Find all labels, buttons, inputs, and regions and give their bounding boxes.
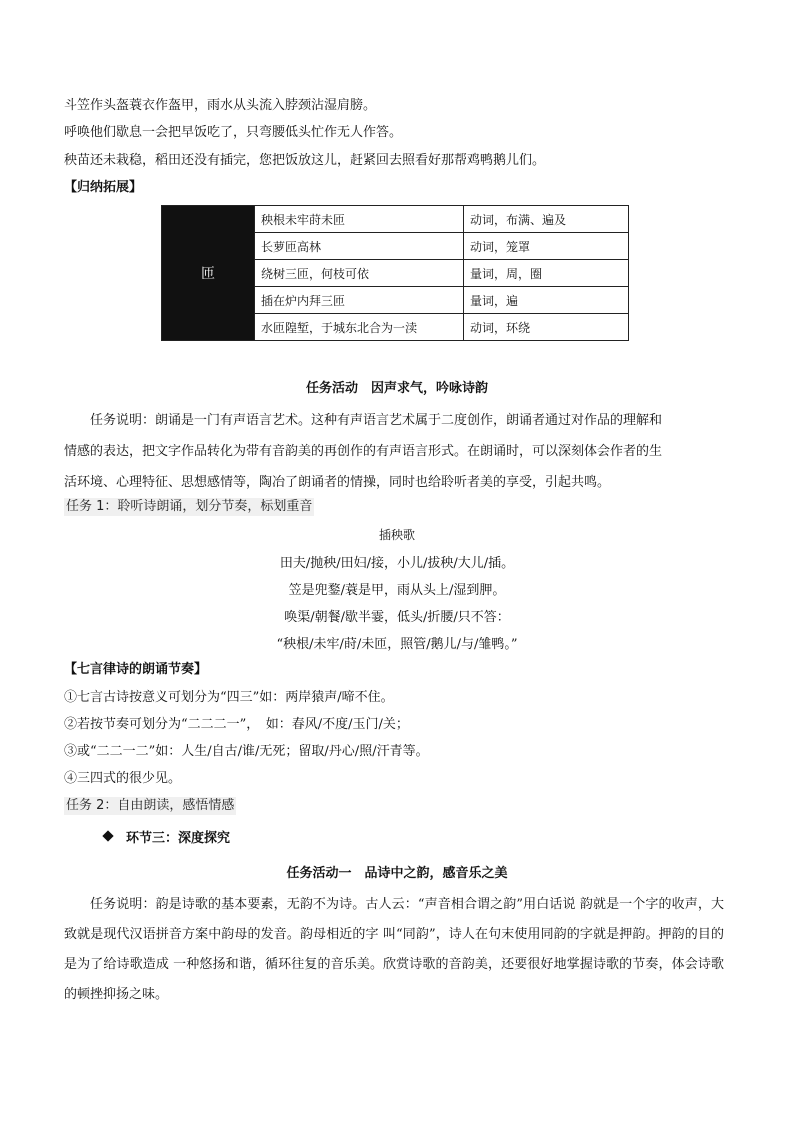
task-2-label: 任务 2：自由朗读，感悟情感 — [66, 798, 235, 813]
section-heading-guina: 【归纳拓展】 — [64, 180, 143, 195]
section-heading-link3 — [104, 830, 230, 848]
poem-line: 唤渠/朝餐/歇半霎，低头/折腰/只不答： — [284, 610, 510, 625]
poem-title: 插秧歌 — [378, 528, 415, 542]
meaning-cell: 量词，遍 — [464, 287, 629, 314]
intro-line: 斗笠作头盔蓑衣作盔甲，雨水从头流入脖颈沾湿肩膀。 — [64, 98, 377, 113]
example-cell: 长萝匝高林 — [255, 233, 464, 260]
activity-title: 任务活动一 品诗中之韵，感音乐之美 — [286, 866, 508, 881]
example-cell: 秧根未牢莳未匝 — [255, 206, 464, 233]
activity-title: 任务活动 因声求气，吟咏诗韵 — [305, 381, 488, 396]
activity-description-line: 活环境、心理特征、思想感情等，陶冶了朗诵者的情操，同时也给聆听者美的享受，引起共鸣。 — [64, 475, 611, 490]
meaning-cell: 量词，周，圈 — [464, 260, 629, 287]
meaning-cell: 动词，笼罩 — [464, 233, 629, 260]
example-cell: 插在炉内拜三匝 — [255, 287, 464, 314]
poem-line: “秧根/未牢/莳/未匝，照管/鹅儿/与/雏鸭。” — [276, 637, 518, 652]
intro-line: 秧苗还未栽稳，稻田还没有插完，您把饭放这儿，赶紧回去照看好那帮鸡鸭鹅儿们。 — [64, 153, 546, 168]
link3-label: 环节三：深度探究 — [126, 831, 231, 846]
meaning-cell: 动词，环绕 — [464, 314, 629, 341]
rhythm-item: ④三四式的很少见。 — [64, 771, 182, 786]
activity-description: 任务说明：韵是诗歌的基本要素，无韵不为诗。古人云：“声音相合谓之韵”用白话说 韵就是一个字的收声，大致就是现代汉语拼音方案中韵母的发音。韵母相近的字 叫“同韵”，诗人在句末使用同韵的字就是押韵。押韵的目的是为了给诗歌造成 一种悠扬和谐，循环往复的音乐美。欣赏诗歌的音韵美，还要很好地掌握诗歌的节奏，体会诗歌的顿挫抑扬之味。 — [64, 897, 724, 1002]
poem-line: 笠是兜鍪/蓑是甲，雨从头上/湿到胛。 — [288, 583, 506, 598]
section-heading-rhythm: 【七言律诗的朗诵节奏】 — [64, 662, 208, 677]
meaning-cell: 动词，布满、遍及 — [464, 206, 629, 233]
intro-line: 呼唤他们歇息一会把早饭吃了，只弯腰低头忙作无人作答。 — [64, 125, 403, 140]
activity-description-line: 情感的表达，把文字作品转化为带有音韵美的再创作的有声语言形式。在朗诵时，可以深刻体会作者的生 — [64, 444, 663, 459]
zha-meaning-table — [161, 205, 629, 341]
diamond-bullet-icon — [102, 830, 113, 841]
rhythm-item: ③或“二二一二”如：人生/自古/谁/无死；留取/丹心/照/汗青等。 — [64, 744, 429, 759]
rhythm-item: ①七言古诗按意义可划分为“四三”如：两岸猿声/啼不住。 — [64, 690, 394, 705]
poem-line: 田夫/抛秧/田妇/接，小儿/拔秧/大儿/插。 — [279, 556, 515, 571]
example-cell: 绕树三匝，何枝可依 — [255, 260, 464, 287]
table-row — [162, 206, 629, 233]
activity-description-line: 任务说明：朗诵是一门有声语言艺术。这种有声语言艺术属于二度创作，朗诵者通过对作品的理解和 — [90, 413, 663, 428]
rhythm-item: ②若按节奏可划分为“二二二一”， 如：春风/不度/玉门/关； — [64, 717, 409, 732]
key-character-cell: 匝 — [162, 206, 255, 341]
example-cell: 水匝隍堑，于城东北合为一渎 — [255, 314, 464, 341]
task-1-label: 任务 1：聆听诗朗诵，划分节奏，标划重音 — [66, 499, 313, 514]
